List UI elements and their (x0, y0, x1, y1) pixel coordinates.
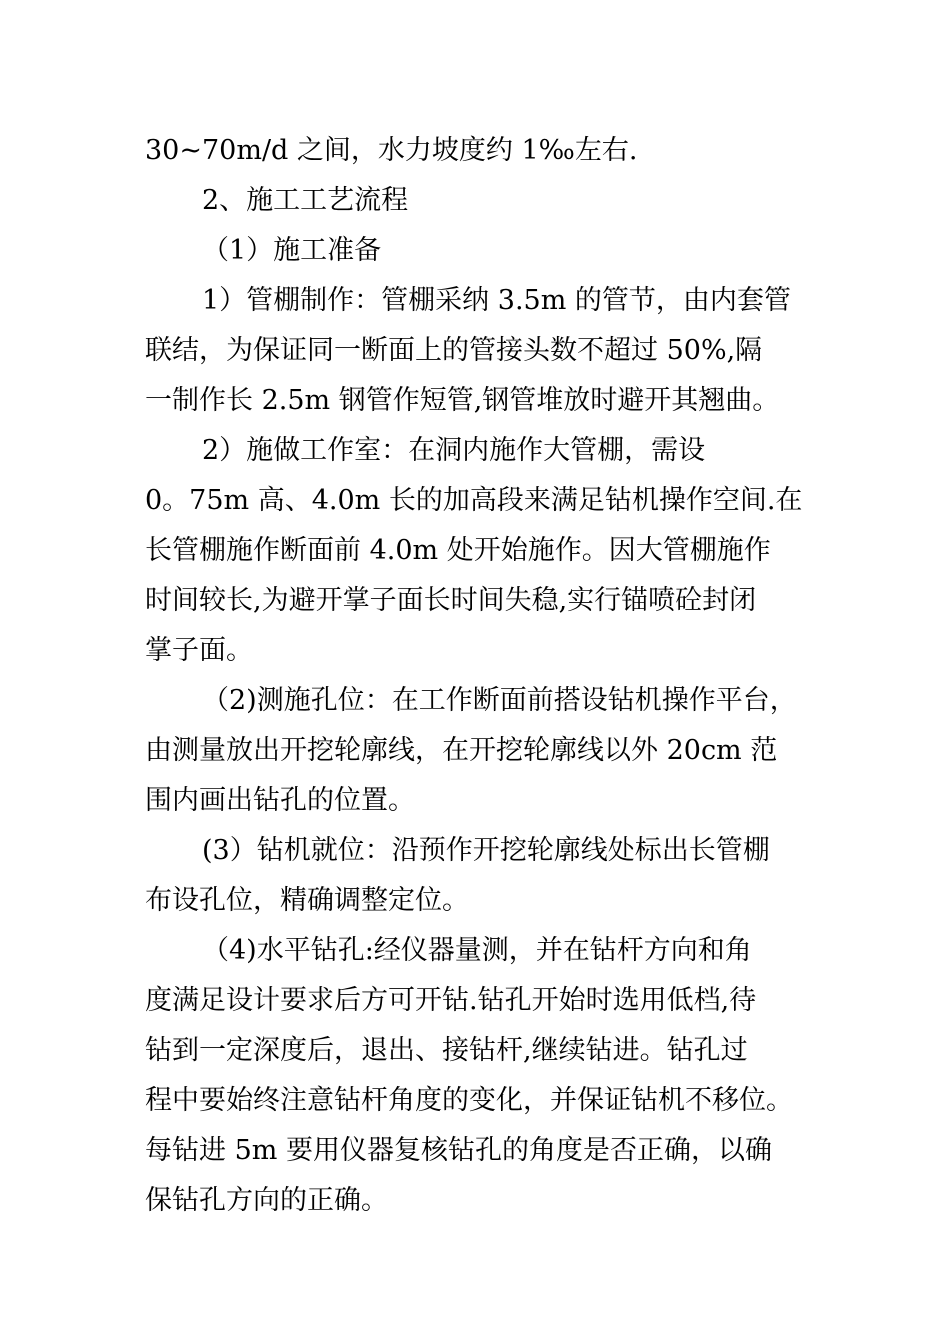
text-line-15: (3）钻机就位：沿预作开挖轮廓线处标出长管棚 (202, 835, 770, 866)
text-line-1: 30~70m/d 之间，水力坡度约 1‰左右. (145, 135, 638, 166)
text-line-10: 时间较长,为避开掌子面长时间失稳,实行锚喷砼封闭 (145, 585, 757, 616)
text-line-13: 由测量放出开挖轮廓线，在开挖轮廓线以外 20cm 范 (145, 735, 778, 766)
text-line-7: 2）施做工作室：在洞内施作大管棚，需设 (202, 435, 706, 466)
text-line-21: 每钻进 5m 要用仪器复核钻孔的角度是否正确，以确 (145, 1135, 772, 1166)
text-line-22: 保钻孔方向的正确。 (145, 1185, 388, 1216)
text-line-14: 围内画出钻孔的位置。 (145, 785, 415, 816)
text-line-6: 一制作长 2.5m 钢管作短管,钢管堆放时避开其翘曲。 (145, 385, 780, 416)
text-line-18: 度满足设计要求后方可开钻.钻孔开始时选用低档,待 (145, 985, 757, 1016)
text-line-20: 程中要始终注意钻杆角度的变化，并保证钻机不移位。 (145, 1085, 793, 1116)
text-line-16: 布设孔位，精确调整定位。 (145, 885, 469, 916)
text-line-8: 0。75m 高、4.0m 长的加高段来满足钻机操作空间.在 (145, 485, 803, 516)
text-line-4: 1）管棚制作：管棚采纳 3.5m 的管节，由内套管 (202, 285, 791, 316)
text-line-5: 联结，为保证同一断面上的管接头数不超过 50%,隔 (145, 335, 763, 366)
text-line-17: （4)水平钻孔:经仪器量测，并在钻杆方向和角 (202, 935, 752, 966)
subsection-heading: （1）施工准备 (202, 235, 382, 266)
text-line-11: 掌子面。 (145, 635, 253, 666)
text-line-19: 钻到一定深度后，退出、接钻杆,继续钻进。钻孔过 (145, 1035, 748, 1066)
text-line-12: （2)测施孔位：在工作断面前搭设钻机操作平台， (202, 685, 797, 716)
section-heading: 2、施工工艺流程 (202, 185, 409, 216)
text-line-9: 长管棚施作断面前 4.0m 处开始施作。因大管棚施作 (145, 535, 771, 566)
